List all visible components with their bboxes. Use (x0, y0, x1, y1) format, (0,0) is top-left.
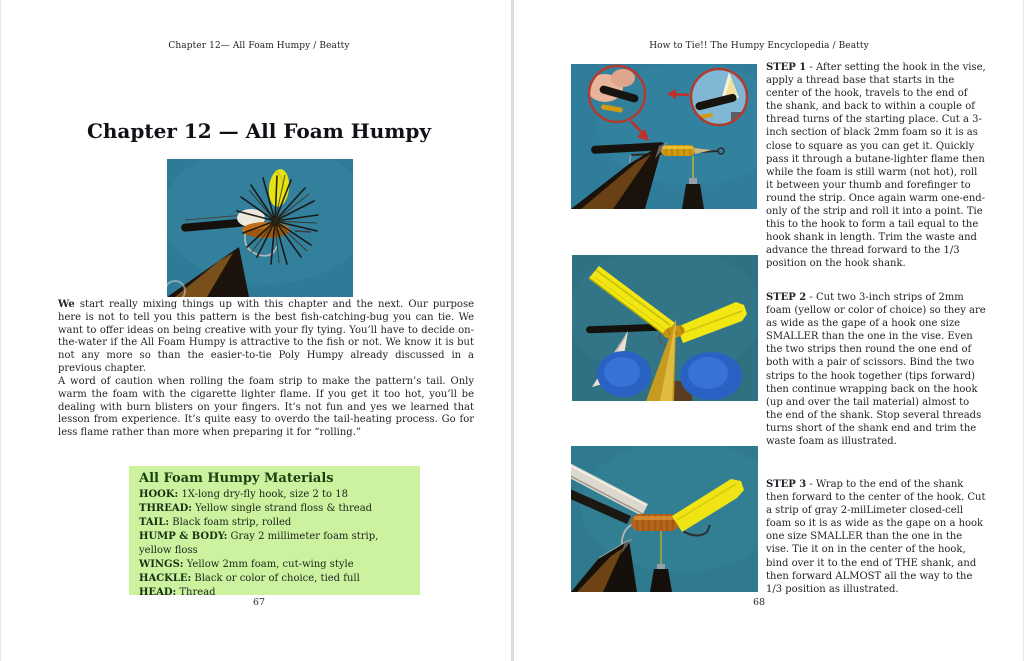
inset-rolling-foam (587, 66, 645, 122)
materials-item-hook: HOOK: 1X-long dry-fly hook, size 2 to 18 (139, 489, 348, 500)
running-header-left: Chapter 12— All Foam Humpy / Beatty (168, 41, 350, 51)
photo-step2 (572, 255, 758, 401)
materials-title: All Foam Humpy Materials (139, 471, 334, 486)
finished-fly-illustration (167, 159, 353, 297)
paragraph-intro: We start really mixing things up with this chapter and the next. Our purpose here is not to tell you this pattern is the best fish-catching-bug you can tie. We want to offer ideas on being creative with your fly tying. You’ll have to decide on-the-water if the All Foam Humpy is attractive to the fish or not. We know it is but not any more so than the easier-to-tie Poly Humpy already discussed in a previous chapter. (58, 299, 474, 374)
photo-finished-fly (167, 159, 353, 297)
materials-item-tail: TAIL: Black foam strip, rolled (139, 517, 292, 528)
materials-item-hackle: HACKLE: Black or color of choice, tied full (139, 573, 360, 584)
step1-label: STEP 1 (766, 62, 807, 73)
step2-label: STEP 2 (766, 292, 807, 303)
paragraph-caution: A word of caution when rolling the foam strip to make the pattern’s tail. Only warm the foam with the cigarette lighter flame. If you get it too hot, you’ll be dealing with burn blisters on your fingers. It’s not fun and yes we learned that lesson from experience. It’s quite easy to overdo the tail-heating process. Go for less flame rather than more when preparing it for “rolling.” (58, 376, 474, 439)
chapter-title: Chapter 12 — All Foam Humpy (86, 119, 432, 143)
page-number-left: 67 (252, 597, 266, 608)
running-header-right: How to Tie!! The Humpy Encyclopedia / Beatty (649, 41, 869, 51)
paragraph-lead: We (58, 299, 75, 310)
step1-text: STEP 1 - After setting the hook in the vise, apply a thread base that starts in the center of the hook, travels to the end of the shank, and back to within a couple of thread turns of the starting place. Cut a 3-inch section of black 2mm foam so it is as close to square as you can get it. Quickly pass it through a butane-lighter flame then while the foam is still warm (not hot), roll it between your thumb and forefinger to round the strip. Once again warm one-end-only of the strip and roll it into a point. Tie this to the hook to form a tail equal to the hook shank in length. Trim the waste and advance the thread forward to the 1/3 position on the hook shank. (766, 62, 986, 270)
materials-item-hump-body: HUMP & BODY: Gray 2 millimeter foam strip, yellow floss (139, 531, 379, 556)
materials-item-wings: WINGS: Yellow 2mm foam, cut-wing style (139, 559, 354, 570)
materials-item-thread: THREAD: Yellow single strand floss & thread (139, 503, 373, 514)
page-divider (511, 0, 514, 661)
step2-illustration (572, 255, 758, 401)
materials-box (129, 466, 420, 598)
wrapped-body (631, 514, 679, 531)
step3-text: STEP 3 - Wrap to the end of the shank then forward to the center of the hook. Cut a strip of gray 2-milLimeter closed-cell foam so it is as wide as the gape on a hook one size SMALLER than the one in the vise. Tie it on in the center of the hook, bind over it to the end of THE shank, and then forward ALMOST all the way to the 1/3 position as illustrated. (766, 479, 986, 595)
photo-step1 (571, 64, 757, 209)
step3-label: STEP 3 (766, 479, 807, 490)
step3-illustration (571, 446, 758, 592)
photo-step3 (571, 446, 758, 592)
step1-illustration (571, 64, 757, 209)
page-number-right: 68 (752, 597, 766, 608)
materials-item-head: HEAD: Thread (139, 587, 216, 598)
step2-text: STEP 2 - Cut two 3-inch strips of 2mm foam (yellow or color of choice) so they are as wide as the gape of a hook one size SMALLER than the one in the vise. Even the two strips then round the one end of both with a pair of scissors. Bind the two strips to the hook together (tips forward) then continue wrapping back on the hook (up and over the tail material) almost to the end of the shank. Stop several threads turns short of the shank end and trim the waste foam as illustrated. (766, 292, 986, 448)
